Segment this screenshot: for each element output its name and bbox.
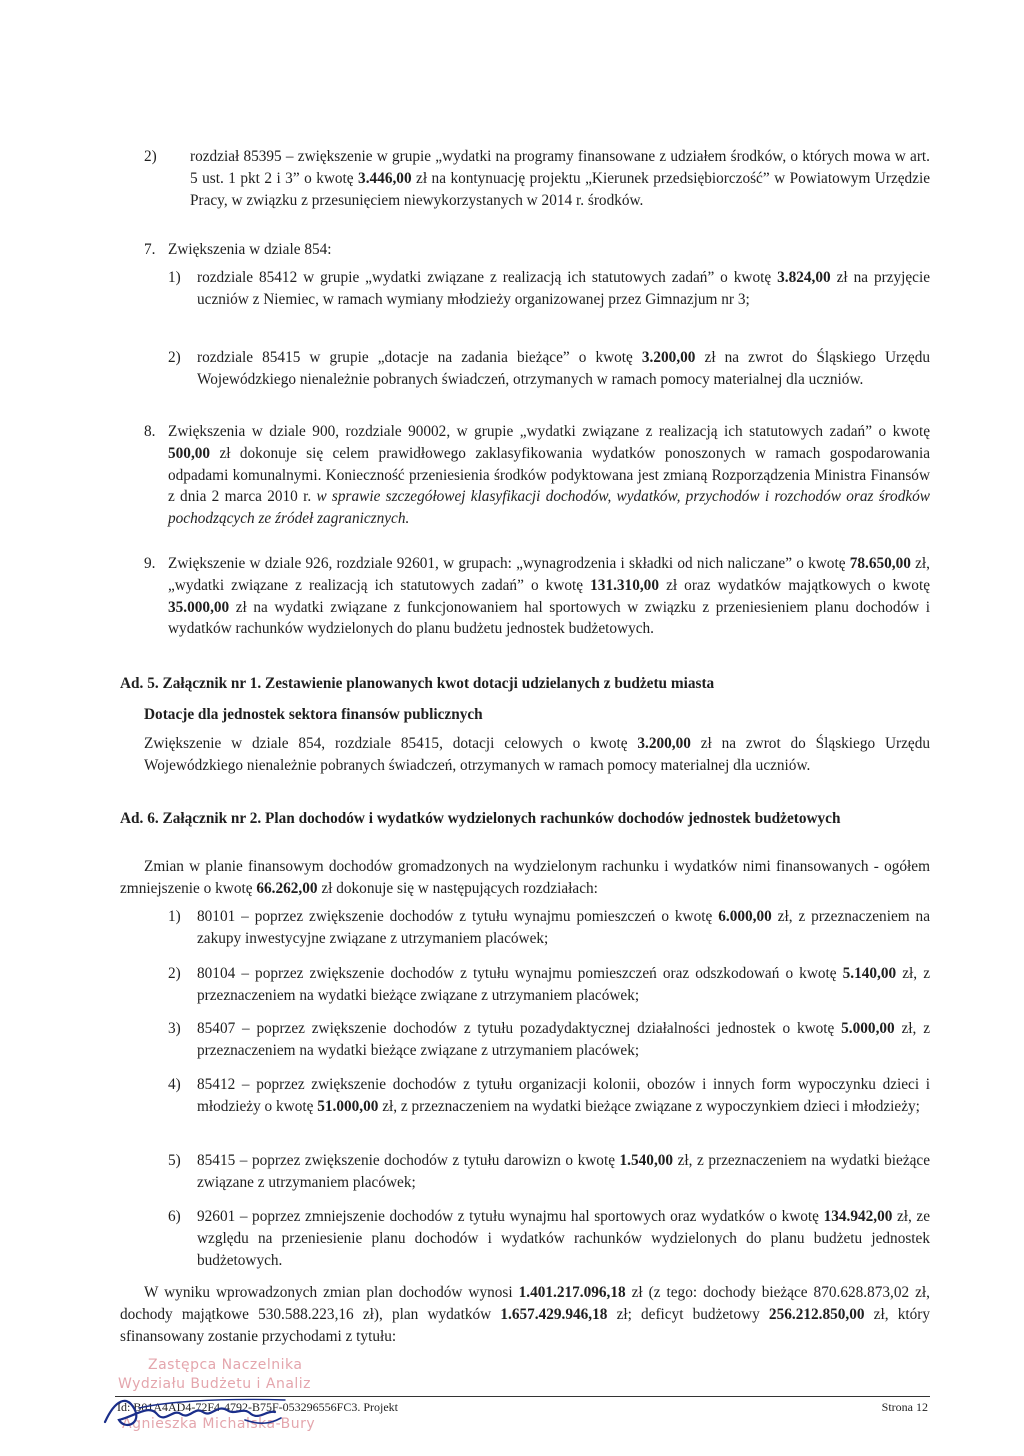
- list-number: 3): [168, 1020, 181, 1037]
- paragraph-ad5: Zwiększenie w dziale 854, rozdziale 85415, dotacji celowych o kwotę 3.200,00 zł na zwrot do Śląskiego Urzędu Wojewódzkiego nienależnie pobranych świadczeń, otrzymanych w ramach pomocy materialnej dla uczniów.: [144, 735, 930, 774]
- paragraph-ad6-intro: Zmian w planie finansowym dochodów gromadzonych na wydzielonym rachunku i wydatków nimi finansowanych - ogółem zmniejszenie o kwotę 66.262,00 zł dokonuje się w następujących rozdziałach:: [120, 858, 930, 897]
- section-heading-ad5: Ad. 5. Załącznik nr 1. Zestawienie planowanych kwot dotacji udzielanych z budżetu miasta: [120, 675, 715, 692]
- handwritten-signature: [95, 1380, 355, 1440]
- item-number: 7.: [144, 241, 156, 258]
- item-number: 9.: [144, 555, 156, 572]
- list-number: 4): [168, 1076, 181, 1093]
- list-number: 2): [168, 965, 181, 982]
- stamp-line-name: Agnieszka Michalska-Bury: [122, 1416, 316, 1432]
- stamp-line-department: Wydziału Budżetu i Analiz: [118, 1376, 312, 1392]
- paragraph-closing: W wyniku wprowadzonych zmian plan dochodów wynosi 1.401.217.096,18 zł (z tego: dochody bieżące 870.628.873,02 zł, dochody majątkowe 530.588.223,16 zł), plan wydatków 1.657.429.946,18 zł; deficyt budżetowy 256.212.850,00 zł, który sfinansowany zostanie przychodami z tytułu:: [120, 1284, 930, 1345]
- list-item: 80104 – poprzez zwiększenie dochodów z tytułu wynajmu pomieszczeń oraz odszkodowań o kwotę 5.140,00 zł, z przeznaczeniem na wydatki bieżące związane z utrzymaniem placówek;: [197, 965, 930, 1004]
- list-number: 2): [144, 148, 157, 165]
- list-number: 1): [168, 908, 181, 925]
- footer-document-id: Id: B01A4AD4-72F4-4792-B75F-053296556FC3. Projekt: [117, 1400, 399, 1414]
- list-number: 1): [168, 269, 181, 286]
- list-item: 85407 – poprzez zwiększenie dochodów z tytułu pozadydaktycznej działalności jednostek o kwotę 5.000,00 zł, z przeznaczeniem na wydatki bieżące związane z utrzymaniem placówek;: [197, 1020, 930, 1059]
- list-number: 6): [168, 1208, 181, 1225]
- item7-title: Zwiększenia w dziale 854:: [168, 241, 332, 258]
- item-number: 8.: [144, 423, 156, 440]
- list-item: 92601 – poprzez zmniejszenie dochodów z tytułu wynajmu hal sportowych oraz wydatków o kwotę 134.942,00 zł, ze względu na przeniesienie planu dochodów i wydatków rachunków wydzielonych do planu budżetu jednostek budżetowych.: [197, 1208, 931, 1269]
- list-item: 80101 – poprzez zwiększenie dochodów z tytułu wynajmu pomieszczeń o kwotę 6.000,00 zł, z przeznaczeniem na zakupy inwestycyjne związane z utrzymaniem placówek;: [197, 908, 930, 947]
- paragraph-85395: rozdział 85395 – zwiększenie w grupie „wydatki na programy finansowane z udziałem środków, o których mowa w art. 5 ust. 1 pkt 2 i 3” o kwotę 3.446,00 zł na kontynuację projektu „Kierunek przedsiębiorczość” w Powiatowym Urzędzie Pracy, w związku z przesunięciem niewykorzystanych w 2014 r. środków.: [190, 148, 930, 209]
- subheading-dotacje: Dotacje dla jednostek sektora finansów publicznych: [144, 706, 483, 723]
- stamp-line-title: Zastępca Naczelnika: [148, 1357, 303, 1373]
- list-number: 5): [168, 1152, 181, 1169]
- footer-page-number: Strona 12: [881, 1400, 928, 1414]
- list-item: 85412 – poprzez zwiększenie dochodów z tytułu organizacji kolonii, obozów i innych form wypoczynku dzieci i młodzieży o kwotę 51.000,00 zł, z przeznaczeniem na wydatki bieżące związane z wypoczynkiem dzieci i młodzieży;: [197, 1076, 930, 1115]
- list-number: 2): [168, 349, 181, 366]
- section-heading-ad6: Ad. 6. Załącznik nr 2. Plan dochodów i wydatków wydzielonych rachunków dochodów jednostek budżetowych: [120, 810, 841, 827]
- paragraph-item9: Zwiększenie w dziale 926, rozdziale 92601, w grupach: „wynagrodzenia i składki od nich naliczane” o kwotę 78.650,00 zł, „wydatki związane z realizacją ich statutowych zadań” o kwotę 131.310,00 zł oraz wydatków majątkowych o kwotę 35.000,00 zł na wydatki związane z funkcjonowaniem hal sportowych w związku z przeniesieniem planu dochodów i wydatków rachunków wydzielonych do planu budżetu jednostek budżetowych.: [168, 555, 930, 638]
- paragraph-item8: Zwiększenia w dziale 900, rozdziale 90002, w grupie „wydatki związane z realizacją ich statutowych zadań” o kwotę 500,00 zł dokonuje się celem prawidłowego zaklasyfikowania wydatków ponoszonych w ramach gospodarowania odpadami komunalnymi. Konieczność przeniesienia środków podyktowana jest zmianą Rozporządzenia Ministra Finansów z dnia 2 marca 2010 r. w sprawie szczegółowej klasyfikacji dochodów, wydatków, przychodów i rozchodów oraz środków pochodzących ze źródeł zagranicznych.: [168, 423, 930, 528]
- paragraph-85415: rozdziale 85415 w grupie „dotacje na zadania bieżące” o kwotę 3.200,00 zł na zwrot do Śląskiego Urzędu Wojewódzkiego nienależnie pobranych świadczeń, otrzymanych w ramach pomocy materialnej dla uczniów.: [197, 349, 930, 388]
- list-item: 85415 – poprzez zwiększenie dochodów z tytułu darowizn o kwotę 1.540,00 zł, z przeznaczeniem na wydatki bieżące związane z utrzymaniem placówek;: [197, 1152, 930, 1191]
- paragraph-85412: rozdziale 85412 w grupie „wydatki związane z realizacją ich statutowych zadań” o kwotę 3.824,00 zł na przyjęcie uczniów z Niemiec, w ramach wymiany młodzieży organizowanej przez Gimnazjum nr 3;: [197, 269, 930, 308]
